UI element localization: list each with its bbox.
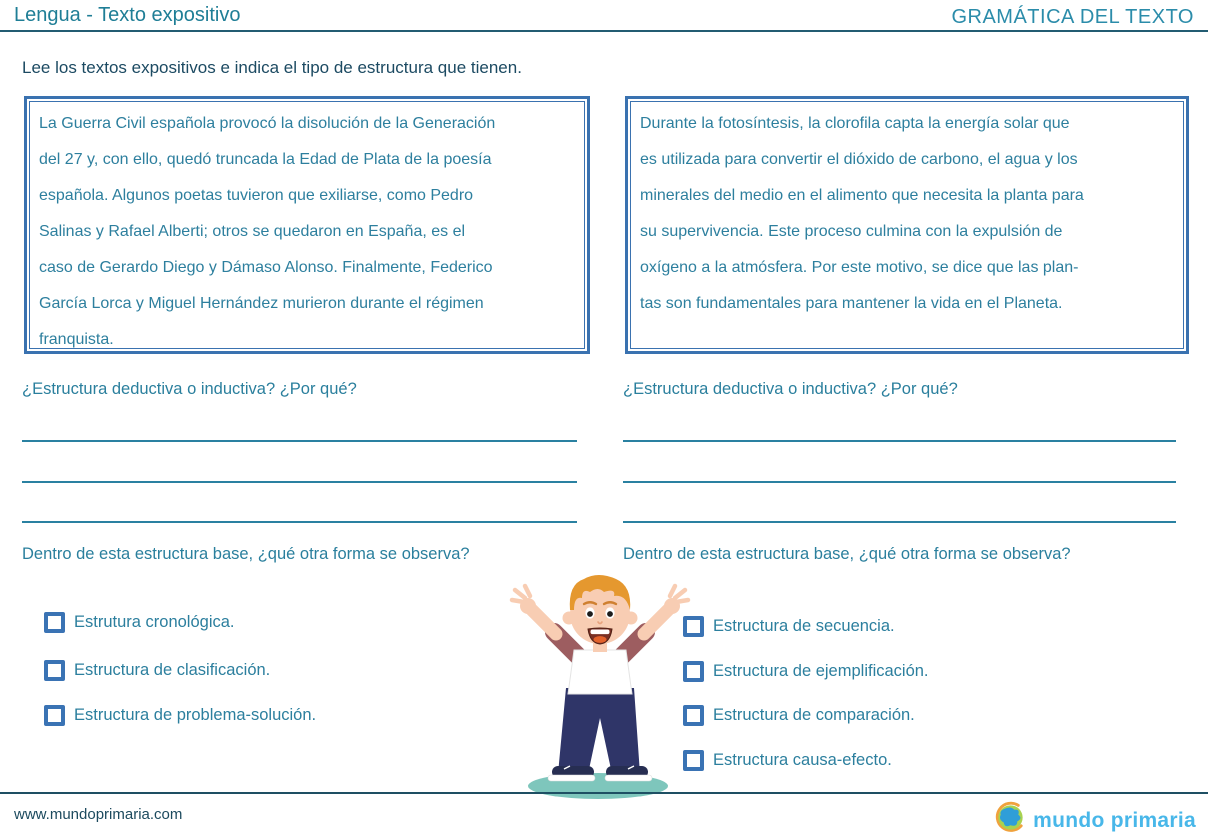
option-label: Estructura de problema-solución. (74, 706, 317, 724)
text-line: caso de Gerardo Diego y Dámaso Alonso. Finalmente, Federico (39, 259, 493, 276)
text-line: Durante la fotosíntesis, la clorofila capta la energía solar que (640, 115, 1070, 132)
option-row[interactable] (44, 705, 316, 726)
footer-url: www.mundoprimaria.com (14, 806, 183, 823)
option-row[interactable] (683, 750, 892, 771)
checkbox[interactable] (44, 705, 65, 726)
option-row[interactable] (683, 705, 915, 726)
header-divider (0, 30, 1208, 32)
option-row[interactable] (44, 660, 270, 681)
question-other-form: Dentro de esta estructura base, ¿qué otra forma se observa? (22, 545, 470, 563)
question-structure: ¿Estructura deductiva o inductiva? ¿Por qué? (22, 380, 357, 398)
answer-line[interactable] (623, 481, 1176, 483)
option-label: Estrutura cronológica. (74, 613, 235, 631)
answer-line[interactable] (22, 481, 577, 483)
brand-name: mundo primaria (1033, 808, 1196, 832)
option-label: Estructura de secuencia. (713, 617, 895, 635)
option-row[interactable] (44, 612, 235, 633)
expository-text-box (24, 96, 590, 354)
exercise-instruction: Lee los textos expositivos e indica el tipo de estructura que tienen. (22, 58, 522, 77)
checkbox[interactable] (44, 612, 65, 633)
text-line: La Guerra Civil española provocó la disolución de la Generación (39, 115, 496, 132)
footer-divider (0, 792, 1208, 794)
answer-line[interactable] (623, 440, 1176, 442)
text-line: su supervivencia. Este proceso culmina con la expulsión de (640, 223, 1063, 240)
brand-logo (991, 801, 1196, 840)
answer-line[interactable] (22, 440, 577, 442)
option-label: Estructura de ejemplificación. (713, 662, 929, 680)
text-line: minerales del medio en el alimento que necesita la planta para (640, 187, 1084, 204)
text-line: oxígeno a la atmósfera. Por este motivo, se dice que las plan- (640, 259, 1079, 276)
option-label: Estructura causa-efecto. (713, 751, 892, 769)
text-line: del 27 y, con ello, quedó truncada la Edad de Plata de la poesía (39, 151, 492, 168)
text-line: es utilizada para convertir el dióxido de carbono, el agua y los (640, 151, 1078, 168)
answer-line[interactable] (623, 521, 1176, 523)
expository-text-box (625, 96, 1189, 354)
exercise-column-right (623, 96, 1191, 820)
option-label: Estructura de clasificación. (74, 661, 271, 679)
checkbox[interactable] (44, 660, 65, 681)
section-title: GRAMÁTICA DEL TEXTO (951, 6, 1194, 28)
text-line: española. Algunos poetas tuvieron que exiliarse, como Pedro (39, 187, 474, 204)
text-line: Salinas y Rafael Alberti; otros se quedaron en España, es el (39, 223, 466, 240)
option-label: Estructura de comparación. (713, 706, 915, 724)
answer-line[interactable] (22, 521, 577, 523)
text-line: tas son fundamentales para mantener la vida en el Planeta. (640, 295, 1063, 312)
text-line: García Lorca y Miguel Hernández murieron durante el régimen (39, 295, 484, 312)
text-line: franquista. (39, 331, 114, 348)
globe-icon (991, 801, 1028, 840)
option-row[interactable] (683, 661, 929, 682)
boy-illustration (498, 564, 702, 800)
page-title: Lengua - Texto expositivo (14, 4, 241, 26)
option-row[interactable] (683, 616, 895, 637)
question-structure: ¿Estructura deductiva o inductiva? ¿Por qué? (623, 380, 958, 398)
question-other-form: Dentro de esta estructura base, ¿qué otra forma se observa? (623, 545, 1071, 563)
